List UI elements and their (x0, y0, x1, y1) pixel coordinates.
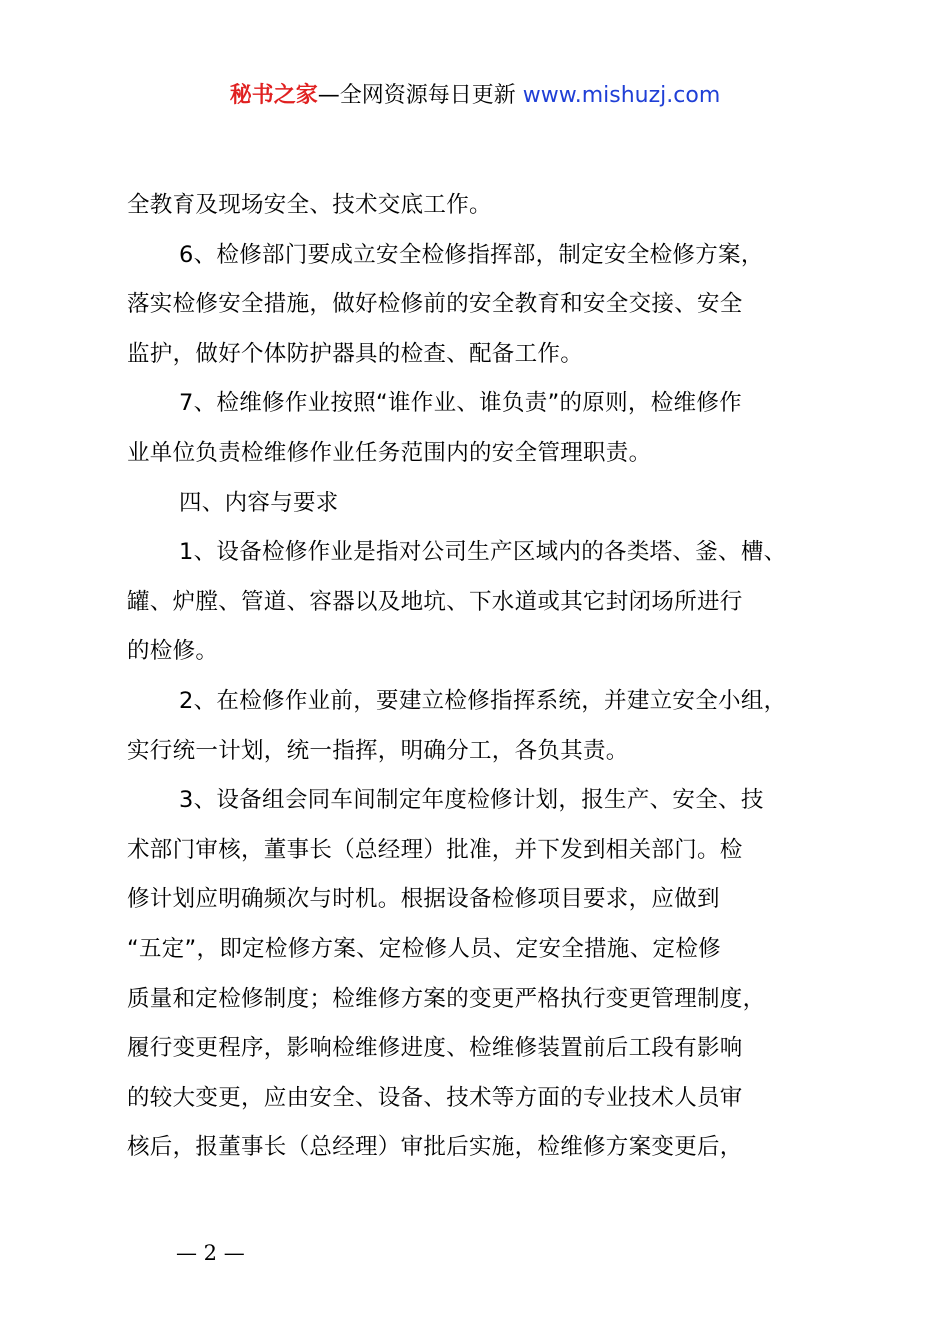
site-brand: 秘书之家 (229, 83, 318, 108)
text-line: 实行统一计划，统一指挥，明确分工，各负其责。 (127, 737, 629, 764)
text-line: 全教育及现场安全、技术交底工作。 (127, 192, 492, 218)
site-header (0, 78, 950, 114)
section-heading: 四、内容与要求 (179, 489, 339, 516)
text-line: 的较大变更，应由安全、设备、技术等方面的专业技术人员审 (127, 1084, 743, 1111)
paragraph-item-2: 2、在检修作业前，要建立检修指挥系统，并建立安全小组， (179, 687, 787, 714)
text-line: 修计划应明确频次与时机。根据设备检修项目要求，应做到 (127, 886, 720, 913)
paragraph-item-6: 6、检修部门要成立安全检修指挥部，制定安全检修方案， (179, 241, 764, 268)
text-line: 落实检修安全措施，做好检修前的安全教育和安全交接、安全 (127, 291, 743, 318)
text-line: 监护，做好个体防护器具的检查、配备工作。 (127, 340, 584, 367)
text-line: “五定”，即定检修方案、定检修人员、定安全措施、定检修 (127, 935, 721, 962)
site-tagline: —全网资源每日更新 (317, 83, 523, 108)
text-line: 核后，报董事长（总经理）审批后实施，检维修方案变更后， (127, 1134, 743, 1161)
text-line: 的检修。 (127, 638, 219, 665)
paragraph-item-7: 7、检维修作业按照“谁作业、谁负责”的原则，检维修作 (179, 390, 742, 417)
document-body (127, 181, 857, 1173)
text-line: 术部门审核，董事长（总经理）批准，并下发到相关部门。检 (127, 836, 743, 863)
site-url-link[interactable]: www.mishuzj.com (522, 83, 721, 108)
text-line: 罐、炉膛、管道、容器以及地坑、下水道或其它封闭场所进行 (127, 588, 743, 615)
text-line: 业单位负责检维修作业任务范围内的安全管理职责。 (127, 439, 652, 466)
text-line: 质量和定检修制度；检维修方案的变更严格执行变更管理制度， (127, 985, 766, 1012)
paragraph-item-3: 3、设备组会同车间制定年度检修计划，报生产、安全、技 (179, 787, 764, 814)
paragraph-item-1: 1、设备检修作业是指对公司生产区域内的各类塔、釜、槽、 (179, 539, 787, 566)
page-number: — 2 — (176, 1241, 245, 1265)
text-line: 履行变更程序，影响检维修进度、检维修装置前后工段有影响 (127, 1035, 743, 1062)
